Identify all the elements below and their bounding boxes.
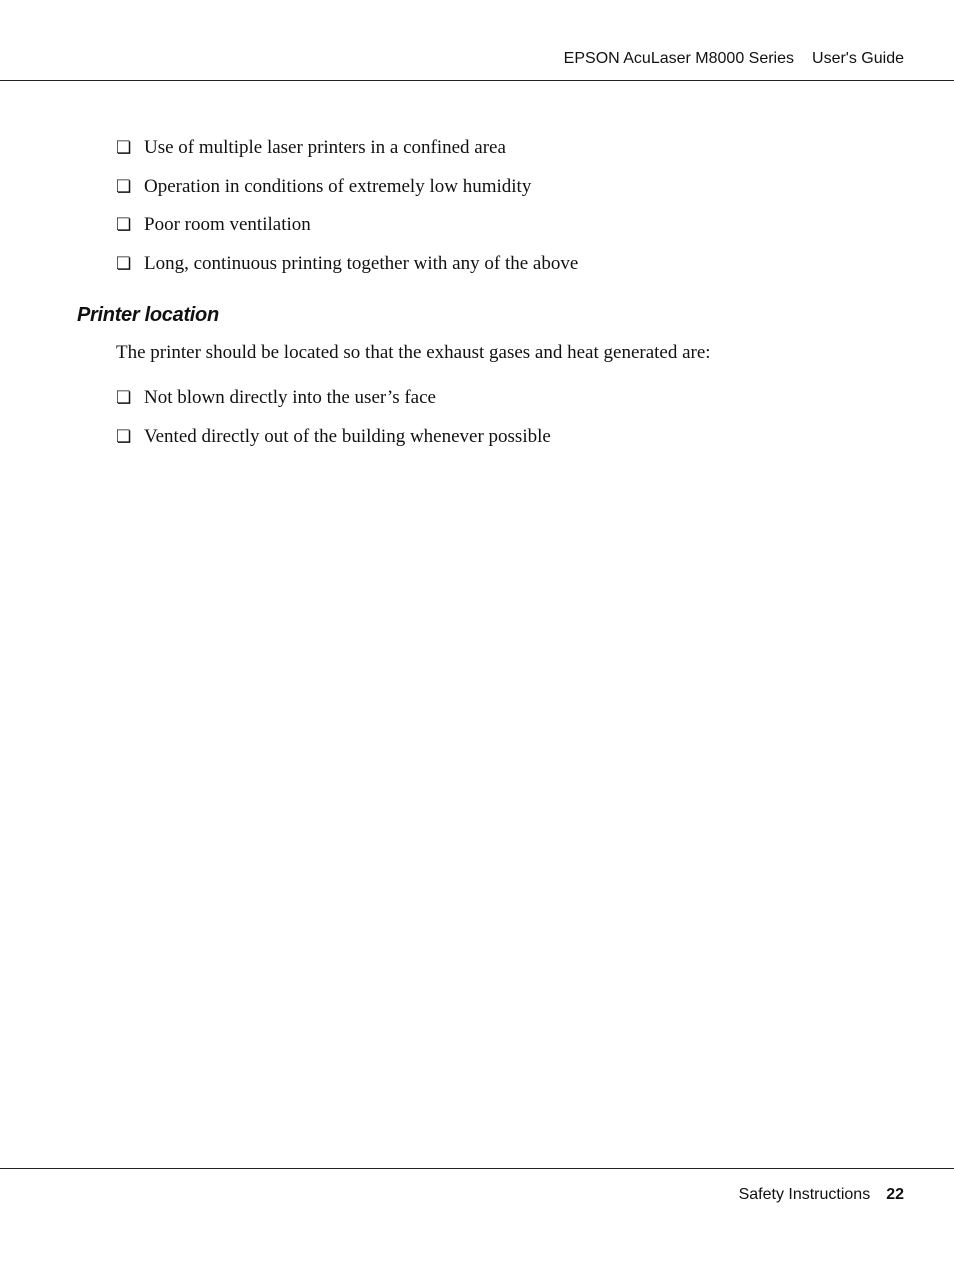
- footer-section-title: Safety Instructions: [738, 1186, 871, 1203]
- header-guide-title: User's Guide: [812, 50, 904, 67]
- footer-rule: [0, 1168, 954, 1169]
- list-item: [116, 136, 578, 175]
- list-item: [116, 425, 551, 464]
- list-item: [116, 252, 578, 291]
- bullet-list-conditions: [116, 136, 578, 290]
- list-item: [116, 386, 551, 425]
- checkbox-bullet-icon: ❏: [116, 426, 132, 447]
- page-number: 22: [886, 1186, 904, 1203]
- page-footer: [739, 1186, 904, 1204]
- list-item-text: Vented directly out of the building whenever possible: [144, 425, 551, 447]
- list-item-text: Use of multiple laser printers in a confined area: [144, 137, 506, 158]
- list-item: [116, 175, 578, 214]
- bullet-list-location: [116, 386, 551, 463]
- list-item-text: Not blown directly into the user’s face: [144, 387, 436, 408]
- checkbox-bullet-icon: ❏: [116, 138, 132, 158]
- list-item-text: Poor room ventilation: [144, 214, 311, 235]
- section-paragraph: The printer should be located so that the exhaust gases and heat generated are:: [116, 342, 711, 363]
- checkbox-bullet-icon: ❏: [116, 253, 132, 274]
- page-header: [564, 50, 904, 68]
- checkbox-bullet-icon: ❏: [116, 388, 132, 408]
- header-rule: [0, 80, 954, 81]
- section-heading: Printer location: [77, 304, 219, 326]
- header-series-title: EPSON AcuLaser M8000 Series: [563, 50, 795, 67]
- list-item-text: Operation in conditions of extremely low humidity: [144, 175, 532, 197]
- list-item-text: Long, continuous printing together with any of the above: [144, 252, 579, 274]
- list-item: [116, 213, 578, 252]
- checkbox-bullet-icon: ❏: [116, 176, 132, 197]
- checkbox-bullet-icon: ❏: [116, 215, 132, 235]
